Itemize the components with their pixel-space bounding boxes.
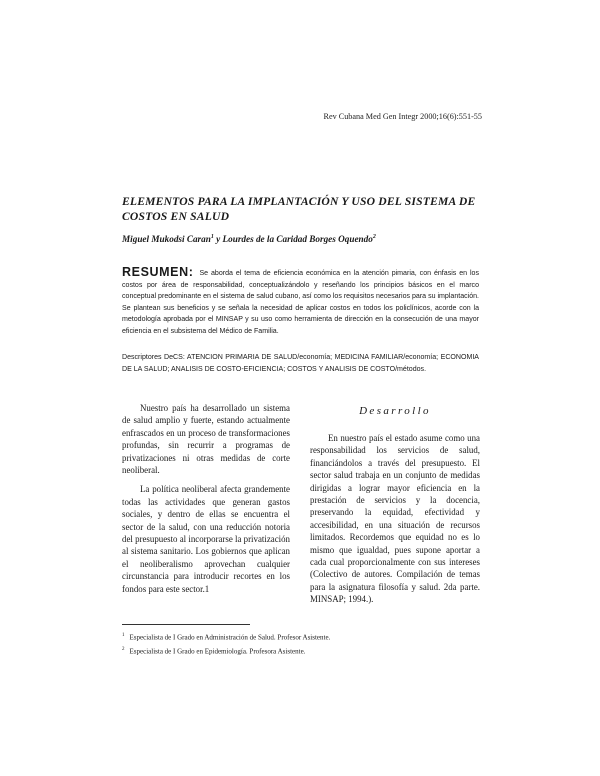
abstract [122, 266, 479, 337]
author-1-name: Miguel Mukodsi Caran [122, 234, 211, 245]
footnote [122, 644, 482, 658]
abstract-text: Se aborda el tema de eficiencia económica en la atención pimaria, con énfasis en los costos por área de responsabilidad, conceptualizándolo y reseñando los principios básicos en el marco conceptual predominante en el sistema de salud cubano, así como los requisitos necesarios para su implantación. Se plantean sus beneficios y se señala la necesidad de aplicar costos en todos los policlínicos, acorde con la metodología aprobada por el MINSAP y su uso como herramienta de dirección en la consecución de una mayor eficiencia en el subsistema del Médico de Familia. [122, 270, 479, 335]
footnote [122, 630, 482, 644]
abstract-label: RESUMEN: [122, 265, 194, 279]
footnote-mark: 1 [122, 633, 125, 638]
body-paragraph: Nuestro país ha desarrollado un sistema de salud amplio y fuerte, estando actualmente enfrascados en un proceso de transformaciones profundas, sin recurrir a programas de privatizaciones ni otras medidas de corte neoliberal. [122, 403, 290, 476]
journal-reference: Rev Cubana Med Gen Integr 2000;16(6):551-55 [323, 112, 482, 121]
article-title: ELEMENTOS PARA LA IMPLANTACIÓN Y USO DEL SISTEMA DE COSTOS EN SALUD [122, 195, 476, 223]
author-1-mark: 1 [210, 234, 214, 240]
footnote-mark: 2 [122, 646, 125, 652]
body-column-right [310, 432, 480, 606]
author-2-mark: 2 [372, 234, 376, 240]
author-2-name: y Lourdes de la Caridad Borges Oquendo [213, 234, 373, 245]
body-column-left [122, 402, 290, 602]
footnote-divider [122, 624, 250, 625]
footnote-text: Especialista de I Grado en Epidemiología. Profesora Asistente. [129, 647, 306, 656]
section-heading: Desarrollo [359, 405, 431, 417]
footnote-text: Especialista de I Grado en Administración de Salud. Profesor Asistente. [129, 633, 331, 642]
body-paragraph: En nuestro país el estado asume como una responsabilidad los servicios de salud, financiándolos a través del presupuesto. El sector salud trabaja en un conjunto de medidas dirigidas a lograr mayor eficiencia en la prestación de servicios y la docencia, preservando la equidad, efectividad y accesibilidad, en una situación de recursos limitados. Recordemos que equidad no es lo mismo que igualdad, pues supone aportar a cada cual proporcionalmente con sus intereses (Colectivo de autores. Compilación de temas para la asignatura filosofía y salud. 2da parte. MINSAP; 1994.). [310, 433, 480, 605]
footnotes [122, 630, 482, 658]
keywords: Descriptores DeCS: ATENCION PRIMARIA DE SALUD/economía; MEDICINA FAMILIAR/economía; ECONOMIA DE LA SALUD; ANALISIS DE COSTO-EFICIENCIA; COSTOS Y ANALISIS DE COSTO/métodos. [122, 354, 479, 373]
article-authors [122, 234, 502, 244]
body-paragraph: La política neoliberal afecta grandemente todas las actividades que generan gastos sociales, y dentro de ellas se encuentra el sector de la salud, con una reducción notoria del presupuesto al incorporarse la privatización al sistema sanitario. Los gobiernos que aplican el neoliberalismo aprovechan cualquier circunstancia para introducir recortes en los fondos para este sector.1 [122, 484, 290, 594]
